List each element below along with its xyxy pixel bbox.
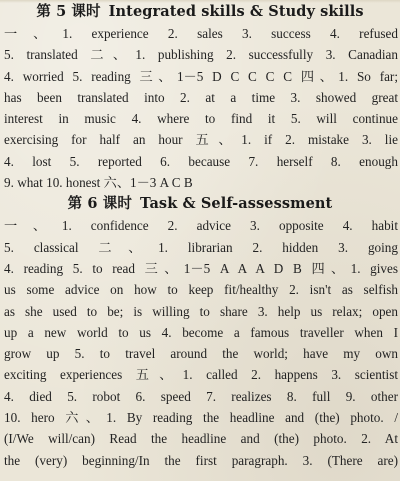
lesson-6-section (0, 193, 400, 471)
lesson-6-line-1: 一、1. confidence 2. advice 3. opposite 4. habit (4, 218, 398, 234)
lesson-6-line-9: 4. died 5. robot 6. speed 7. realizes 8. full 9. other (4, 388, 398, 404)
lesson-6-line-12: the (very) beginning/In the first paragraph. 3. (There are) (4, 452, 398, 468)
lesson-5-line-8: 9. what 10. honest 六、1－3 A C B (4, 175, 193, 191)
lesson-5-line-5: interest in music 4. where to find it 5. will continue (4, 111, 398, 127)
lesson-6-title: Task & Self-assessment (139, 195, 333, 213)
lesson-6-line-3: 4. reading 5. to read 三、1－5 A A A D B 四、1. gives (4, 260, 398, 276)
lesson-5-line-4: has been translated into 2. at a time 3. showed great (4, 89, 398, 105)
lesson-6-line-8: exciting experiences 五、1. called 2. happens 3. scientist (4, 367, 398, 383)
lesson-5-line-1: 一、1. experience 2. sales 3. success 4. refused (4, 26, 398, 41)
lesson-5-line-2: 5. translated 二、1. publishing 2. successfully 3. Canadian (4, 47, 398, 63)
lesson-5-line-7: 4. lost 5. reported 6. because 7. herself 8. enough (4, 153, 398, 169)
lesson-6-number: 第 6 课时 (67, 195, 132, 213)
lesson-5-number: 第 5 课时 (36, 3, 101, 20)
lesson-6-line-10: 10. hero 六、1. By reading the headline and (the) photo. / (4, 410, 398, 426)
lesson-6-line-6: up a new world to us 4. become a famous traveller when I (4, 324, 398, 340)
lesson-6-heading (0, 193, 400, 215)
lesson-6-line-11: (I/We will/can) Read the headline and (the) photo. 2. At (4, 431, 398, 447)
lesson-5-section (0, 1, 400, 193)
lesson-6-line-7: grow up 5. to travel around the world; have my own (4, 346, 398, 362)
lesson-5-heading (0, 1, 400, 23)
lesson-6-line-2: 5. classical 二、1. librarian 2. hidden 3. going (4, 239, 398, 255)
lesson-6-line-4: us some advice on how to keep fit/healthy 2. isn't as selfish (4, 282, 398, 298)
lesson-6-line-5: as she used to be; is willing to share 3. help us relax; open (4, 303, 398, 319)
lesson-5-line-3: 4. worried 5. reading 三、1－5 D C C C C 四、1. So far; (4, 68, 398, 84)
lesson-5-title: Integrated skills & Study skills (108, 3, 364, 20)
lesson-5-line-6: exercising for half an hour 五、1. if 2. mistake 3. lie (4, 132, 398, 148)
